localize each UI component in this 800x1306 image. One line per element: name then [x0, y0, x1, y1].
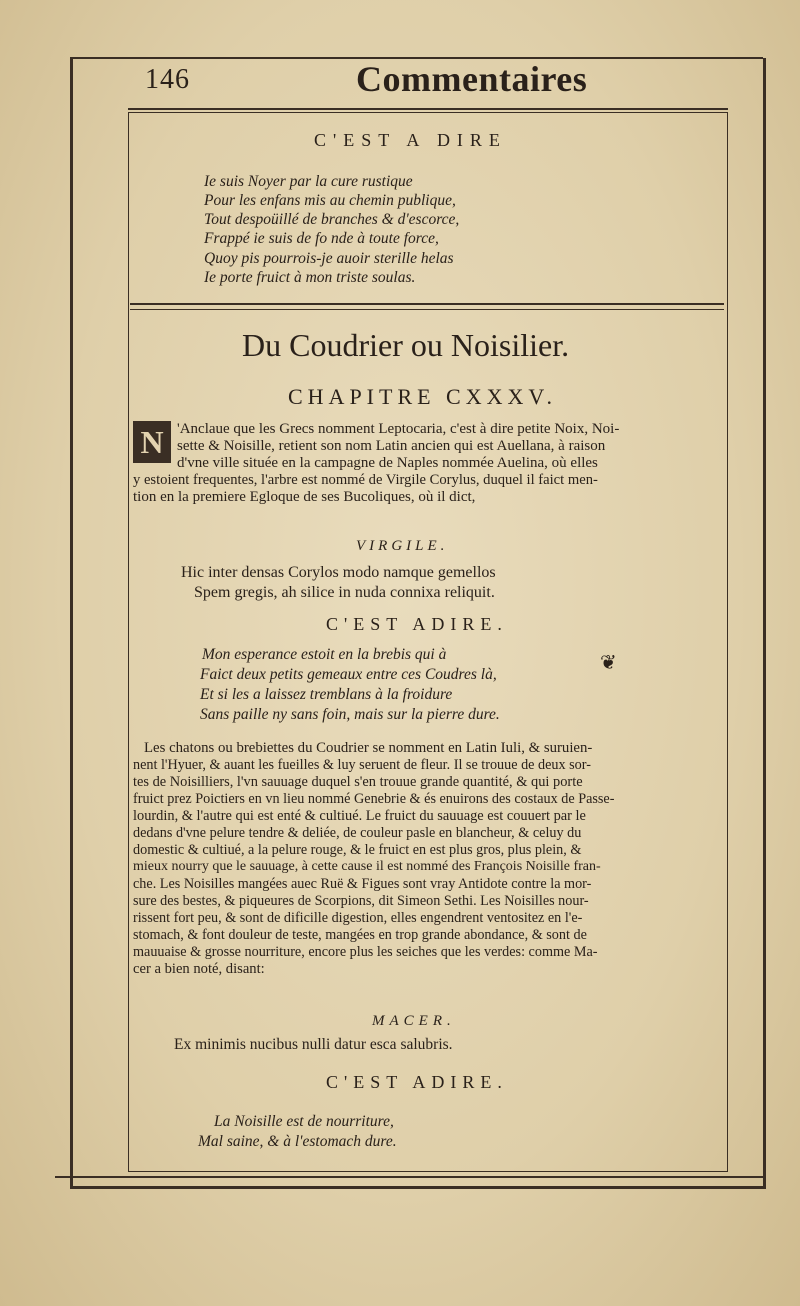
main-line: tes de Noisilliers, l'vn sauuage duquel s'en trouue grande quantité, & qui porte [133, 774, 583, 790]
french-verse-line: Et si les a laissez tremblans à la froidure [200, 686, 453, 703]
page-number: 146 [145, 64, 190, 95]
main-line: rissent fort peu, & sont de dificille digestion, elles engendrent ventositez en l'e- [133, 910, 583, 926]
running-title: Commentaires [356, 59, 588, 99]
french-verse-line: Mal saine, & à l'estomach dure. [198, 1133, 397, 1150]
printer-ornament-icon: ❦ [600, 650, 617, 674]
macer-latin-line: Ex minimis nucibus nulli datur esca salubris. [174, 1036, 453, 1053]
main-line: stomach, & font douleur de teste, mangées en trop grande abondance, & sont de [133, 927, 587, 943]
french-verse-line: Faict deux petits gemeaux entre ces Coudres là, [200, 666, 497, 683]
intro-line: 'Anclaue que les Grecs nomment Leptocaria, c'est à dire petite Noix, Noi- [177, 421, 620, 437]
main-line: domestic & cultiué, a la pelure rouge, & le fruict en est plus gros, plus plein, & [133, 842, 582, 858]
header-rule [128, 108, 728, 110]
cest-a-dire-heading-3: C'EST ADIRE. [326, 1072, 508, 1092]
main-line: nent l'Hyuer, & auant les fueilles & luy seruent de fleur. Il se trouue de deux sor- [133, 757, 591, 773]
main-line: lourdin, & l'autre qui est enté & cultiué. Le fruict du sauuage est couuert par le [133, 808, 586, 824]
top-verse-line: Ie suis Noyer par la cure rustique [204, 173, 413, 190]
section-divider [130, 303, 724, 310]
latin-verse-line: Spem gregis, ah silice in nuda connixa reliquit. [194, 584, 495, 601]
top-verse-line: Ie porte fruict à mon triste soulas. [204, 269, 416, 286]
main-line: fruict prez Poictiers en vn lieu nommé Genebrie & és enuirons des costaux de Passe- [133, 791, 615, 807]
macer-heading: MACER. [372, 1013, 456, 1029]
drop-cap-initial: N [133, 421, 171, 463]
main-line: mieux nourry que le sauuage, à cette cause il est nommé des François Noisille fran- [133, 859, 601, 874]
main-line: che. Les Noisilles mangées auec Ruë & Figues sont vray Antidote contre la mor- [133, 876, 592, 892]
main-line: Les chatons ou brebiettes du Coudrier se nomment en Latin Iuli, & suruien- [144, 740, 593, 756]
intro-line: d'vne ville située en la campagne de Naples nommée Auelina, où elles [177, 455, 598, 471]
main-line: cer a bien noté, disant: [133, 961, 265, 977]
top-verse-line: Frappé ie suis de fo nde à toute force, [204, 230, 439, 247]
cest-a-dire-heading-1: C'EST A DIRE [314, 130, 507, 150]
french-verse-line: La Noisille est de nourriture, [214, 1113, 394, 1130]
intro-line: sette & Noisille, retient son nom Latin ancien qui est Auellana, à raison [177, 438, 606, 454]
french-verse-line: Sans paille ny sans foin, mais sur la pierre dure. [200, 706, 500, 723]
main-line: mauuaise & grosse nourriture, encore plus les seiches que les verdes: comme Ma- [133, 944, 598, 960]
bottom-rule [55, 1176, 763, 1178]
chapter-number: CHAPITRE CXXXV. [288, 384, 557, 409]
chapter-title: Du Coudrier ou Noisilier. [242, 327, 570, 363]
top-verse-line: Pour les enfans mis au chemin publique, [204, 192, 456, 209]
intro-line: y estoient frequentes, l'arbre est nommé de Virgile Corylus, duquel il faict men- [133, 472, 598, 488]
top-verse-line: Quoy pis pourrois-je auoir sterille helas [204, 250, 454, 267]
latin-verse-line: Hic inter densas Corylos modo namque gemellos [181, 564, 496, 581]
top-verse-line: Tout despoüillé de branches & d'escorce, [204, 211, 460, 228]
main-line: dedans d'vne pelure tendre & deliée, de couleur pasle en blancheur, & celuy du [133, 825, 582, 841]
french-verse-line: Mon esperance estoit en la brebis qui à [202, 646, 447, 663]
intro-line: tion en la premiere Egloque de ses Bucoliques, où il dict, [133, 489, 476, 505]
virgile-heading: VIRGILE. [356, 538, 449, 554]
main-line: sure des bestes, & piqueures de Scorpions, dit Simeon Sethi. Les Noisilles nour- [133, 893, 589, 909]
cest-a-dire-heading-2: C'EST ADIRE. [326, 614, 508, 634]
